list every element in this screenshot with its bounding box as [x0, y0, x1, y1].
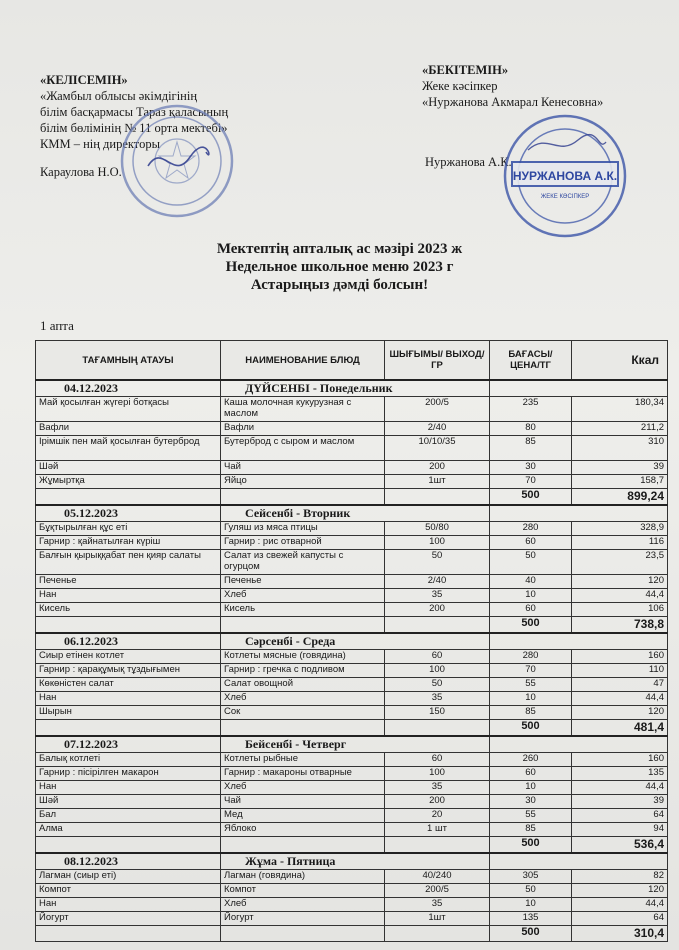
dish-price: 85	[490, 823, 572, 837]
table-row	[36, 422, 668, 436]
day-header-row	[36, 633, 668, 650]
dish-price: 70	[490, 664, 572, 678]
dish-yield: 200	[385, 461, 490, 475]
table-row	[36, 870, 668, 884]
dish-name-ru: Хлеб	[221, 589, 385, 603]
total-blank	[36, 926, 221, 942]
dish-name-ru: Чай	[221, 461, 385, 475]
dish-yield: 200/5	[385, 884, 490, 898]
dish-kcal: 44,4	[572, 898, 668, 912]
approval-left-line: КММ – нің директоры	[40, 137, 160, 151]
total-blank	[385, 720, 490, 737]
dish-kcal: 120	[572, 884, 668, 898]
table-row	[36, 436, 668, 461]
day-total-price: 500	[490, 489, 572, 506]
dish-yield: 20	[385, 809, 490, 823]
day-name: Сәрсенбі - Среда	[221, 633, 490, 650]
day-header-blank	[490, 633, 668, 650]
dish-kcal: 64	[572, 912, 668, 926]
dish-name-ru: Яблоко	[221, 823, 385, 837]
table-row	[36, 589, 668, 603]
dish-yield: 50	[385, 550, 490, 575]
dish-price: 280	[490, 650, 572, 664]
table-row	[36, 397, 668, 422]
dish-name-kk: Печенье	[36, 575, 221, 589]
dish-yield: 200/5	[385, 397, 490, 422]
dish-name-kk: Гарнир : қарақұмық тұздығымен	[36, 664, 221, 678]
dish-kcal: 135	[572, 767, 668, 781]
day-total-price: 500	[490, 720, 572, 737]
dish-name-ru: Салат из свежей капусты с огурцом	[221, 550, 385, 575]
total-blank	[385, 489, 490, 506]
dish-name-ru: Котлеты рыбные	[221, 753, 385, 767]
stamp-subtitle: ЖЕКЕ КӘСІПКЕР	[540, 194, 590, 200]
dish-name-kk: Шәй	[36, 461, 221, 475]
dish-name-ru: Гарнир : рис отварной	[221, 536, 385, 550]
table-header-row	[36, 341, 668, 381]
day-date: 04.12.2023	[36, 380, 221, 397]
dish-price: 70	[490, 475, 572, 489]
dish-yield: 60	[385, 753, 490, 767]
dish-name-kk: Гарнир : қайнатылған күріш	[36, 536, 221, 550]
dish-price: 55	[490, 678, 572, 692]
approval-right-block	[422, 62, 603, 110]
dish-yield: 2/40	[385, 422, 490, 436]
dish-name-ru: Хлеб	[221, 692, 385, 706]
total-blank	[36, 617, 221, 634]
dish-kcal: 158,7	[572, 475, 668, 489]
dish-name-kk: Балғын қырыққабат пен қияр салаты	[36, 550, 221, 575]
day-date: 08.12.2023	[36, 853, 221, 870]
dish-price: 10	[490, 898, 572, 912]
day-date: 05.12.2023	[36, 505, 221, 522]
dish-yield: 10/10/35	[385, 436, 490, 461]
day-header-blank	[490, 736, 668, 753]
dish-price: 85	[490, 436, 572, 461]
total-blank	[385, 617, 490, 634]
dish-price: 30	[490, 795, 572, 809]
dish-price: 305	[490, 870, 572, 884]
table-row	[36, 706, 668, 720]
dish-price: 60	[490, 603, 572, 617]
dish-price: 85	[490, 706, 572, 720]
day-total-kcal: 899,24	[572, 489, 668, 506]
day-total-price: 500	[490, 926, 572, 942]
dish-price: 10	[490, 692, 572, 706]
total-blank	[221, 720, 385, 737]
dish-name-kk: Вафли	[36, 422, 221, 436]
day-header-row	[36, 505, 668, 522]
dish-name-ru: Печенье	[221, 575, 385, 589]
dish-name-kk: Май қосылған жүгері ботқасы	[36, 397, 221, 422]
total-blank	[385, 837, 490, 854]
table-row	[36, 781, 668, 795]
dish-kcal: 23,5	[572, 550, 668, 575]
title-kk: Мектептің апталық ас мәзірі 2023 ж	[216, 241, 463, 257]
day-header-blank	[490, 380, 668, 397]
dish-kcal: 116	[572, 536, 668, 550]
dish-kcal: 39	[572, 461, 668, 475]
approval-right-title: «БЕКІТЕМІН»	[422, 63, 509, 77]
dish-yield: 100	[385, 664, 490, 678]
day-name: Жұма - Пятница	[221, 853, 490, 870]
dish-name-ru: Салат овощной	[221, 678, 385, 692]
dish-name-ru: Гарнир : гречка с подливом	[221, 664, 385, 678]
dish-name-kk: Нан	[36, 692, 221, 706]
day-header-blank	[490, 853, 668, 870]
dish-price: 135	[490, 912, 572, 926]
day-total-row	[36, 926, 668, 942]
dish-name-kk: Жұмыртқа	[36, 475, 221, 489]
dish-yield: 35	[385, 589, 490, 603]
dish-kcal: 94	[572, 823, 668, 837]
dish-name-ru: Хлеб	[221, 898, 385, 912]
dish-kcal: 310	[572, 436, 668, 461]
col-header-price: БАҒАСЫ/ ЦЕНА/ТГ	[490, 341, 572, 381]
dish-yield: 200	[385, 603, 490, 617]
dish-kcal: 47	[572, 678, 668, 692]
table-row	[36, 884, 668, 898]
total-blank	[36, 720, 221, 737]
dish-name-ru: Котлеты мясные (говядина)	[221, 650, 385, 664]
dish-name-ru: Лагман (говядина)	[221, 870, 385, 884]
total-blank	[221, 926, 385, 942]
table-row	[36, 767, 668, 781]
col-header-yield: ШЫҒЫМЫ/ ВЫХОД/ГР	[385, 341, 490, 381]
school-stamp-icon	[118, 102, 236, 220]
dish-yield: 50	[385, 678, 490, 692]
dish-price: 235	[490, 397, 572, 422]
dish-name-kk: Нан	[36, 589, 221, 603]
dish-yield: 200	[385, 795, 490, 809]
table-row	[36, 664, 668, 678]
dish-yield: 35	[385, 898, 490, 912]
day-total-row	[36, 720, 668, 737]
table-row	[36, 550, 668, 575]
dish-kcal: 211,2	[572, 422, 668, 436]
dish-price: 30	[490, 461, 572, 475]
menu-table	[35, 340, 668, 942]
day-total-price: 500	[490, 837, 572, 854]
approval-right-signatory: Нуржанова А.К.	[425, 155, 512, 169]
day-header-row	[36, 380, 668, 397]
menu-table-body	[36, 380, 668, 942]
approval-left-line: білім бөлімінің № 11 орта мектебі»	[40, 121, 228, 135]
table-row	[36, 898, 668, 912]
dish-yield: 35	[385, 692, 490, 706]
day-total-row	[36, 617, 668, 634]
approval-right-line: «Нуржанова Акмарал Кенесовна»	[422, 95, 604, 109]
dish-name-kk: Көкөністен салат	[36, 678, 221, 692]
table-row	[36, 678, 668, 692]
day-name: ДҮЙСЕНБІ - Понедельник	[221, 380, 490, 397]
day-total-kcal: 536,4	[572, 837, 668, 854]
day-total-row	[36, 489, 668, 506]
dish-name-kk: Ірімшік пен май қосылған бутерброд	[36, 436, 221, 461]
table-row	[36, 461, 668, 475]
dish-yield: 40/240	[385, 870, 490, 884]
dish-price: 80	[490, 422, 572, 436]
dish-name-kk: Лагман (сиыр еті)	[36, 870, 221, 884]
dish-yield: 1 шт	[385, 823, 490, 837]
day-total-row	[36, 837, 668, 854]
day-header-blank	[490, 505, 668, 522]
dish-yield: 50/80	[385, 522, 490, 536]
day-date: 06.12.2023	[36, 633, 221, 650]
dish-name-ru: Чай	[221, 795, 385, 809]
table-row	[36, 536, 668, 550]
table-row	[36, 475, 668, 489]
table-row	[36, 823, 668, 837]
table-row	[36, 912, 668, 926]
dish-name-ru: Бутерброд с сыром и маслом	[221, 436, 385, 461]
dish-kcal: 44,4	[572, 781, 668, 795]
day-total-price: 500	[490, 617, 572, 634]
approval-left-line: білім басқармасы Тараз қаласының	[40, 105, 229, 119]
dish-name-ru: Вафли	[221, 422, 385, 436]
total-blank	[221, 489, 385, 506]
total-blank	[221, 837, 385, 854]
table-row	[36, 522, 668, 536]
dish-name-ru: Сок	[221, 706, 385, 720]
day-name: Сейсенбі - Вторник	[221, 505, 490, 522]
table-row	[36, 692, 668, 706]
menu-title	[0, 240, 679, 294]
table-row	[36, 753, 668, 767]
dish-yield: 1шт	[385, 475, 490, 489]
dish-price: 55	[490, 809, 572, 823]
dish-name-ru: Гуляш из мяса птицы	[221, 522, 385, 536]
table-row	[36, 603, 668, 617]
dish-name-ru: Хлеб	[221, 781, 385, 795]
day-header-row	[36, 736, 668, 753]
dish-yield: 60	[385, 650, 490, 664]
dish-price: 50	[490, 884, 572, 898]
dish-kcal: 160	[572, 650, 668, 664]
dish-name-kk: Йогурт	[36, 912, 221, 926]
day-total-kcal: 310,4	[572, 926, 668, 942]
dish-kcal: 106	[572, 603, 668, 617]
table-row	[36, 575, 668, 589]
total-blank	[385, 926, 490, 942]
approval-left-signatory: Караулова Н.О.	[40, 165, 122, 179]
dish-yield: 1шт	[385, 912, 490, 926]
dish-kcal: 44,4	[572, 589, 668, 603]
col-header-kcal: Ккал	[572, 341, 668, 381]
dish-yield: 100	[385, 767, 490, 781]
dish-name-kk: Бұқтырылған құс еті	[36, 522, 221, 536]
dish-name-kk: Нан	[36, 898, 221, 912]
dish-kcal: 120	[572, 706, 668, 720]
entrepreneur-stamp-icon	[498, 112, 632, 240]
dish-kcal: 160	[572, 753, 668, 767]
dish-name-kk: Шырын	[36, 706, 221, 720]
dish-name-ru: Гарнир : макароны отварные	[221, 767, 385, 781]
dish-name-ru: Йогурт	[221, 912, 385, 926]
dish-price: 10	[490, 589, 572, 603]
dish-price: 50	[490, 550, 572, 575]
title-wish: Астарыңыз дәмді болсын!	[250, 277, 429, 293]
dish-name-ru: Мед	[221, 809, 385, 823]
table-row	[36, 809, 668, 823]
dish-price: 280	[490, 522, 572, 536]
day-header-row	[36, 853, 668, 870]
title-ru: Недельное школьное меню 2023 г	[225, 259, 454, 275]
col-header-kk: ТАҒАМНЫҢ АТАУЫ	[36, 341, 221, 381]
dish-yield: 2/40	[385, 575, 490, 589]
dish-name-ru: Каша молочная кукурузная с маслом	[221, 397, 385, 422]
stamp-name: НУРЖАНОВА А.К.	[512, 169, 618, 183]
day-total-kcal: 738,8	[572, 617, 668, 634]
dish-yield: 150	[385, 706, 490, 720]
week-label: 1 апта	[40, 318, 74, 333]
dish-name-kk: Кисель	[36, 603, 221, 617]
dish-name-ru: Яйцо	[221, 475, 385, 489]
dish-yield: 35	[385, 781, 490, 795]
dish-name-kk: Гарнир : пісірілген макарон	[36, 767, 221, 781]
dish-price: 260	[490, 753, 572, 767]
dish-kcal: 328,9	[572, 522, 668, 536]
dish-price: 60	[490, 536, 572, 550]
dish-kcal: 44,4	[572, 692, 668, 706]
dish-name-kk: Нан	[36, 781, 221, 795]
dish-kcal: 120	[572, 575, 668, 589]
dish-price: 60	[490, 767, 572, 781]
dish-kcal: 82	[572, 870, 668, 884]
dish-name-ru: Кисель	[221, 603, 385, 617]
dish-price: 10	[490, 781, 572, 795]
approval-left-title: «КЕЛІСЕМІН»	[40, 73, 128, 87]
dish-yield: 100	[385, 536, 490, 550]
approval-left-line: «Жамбыл облысы әкімдігінің	[40, 89, 198, 103]
dish-kcal: 39	[572, 795, 668, 809]
dish-name-kk: Сиыр етінен котлет	[36, 650, 221, 664]
day-date: 07.12.2023	[36, 736, 221, 753]
day-name: Бейсенбі - Четверг	[221, 736, 490, 753]
day-total-kcal: 481,4	[572, 720, 668, 737]
dish-name-kk: Компот	[36, 884, 221, 898]
table-row	[36, 795, 668, 809]
total-blank	[36, 837, 221, 854]
total-blank	[36, 489, 221, 506]
dish-name-kk: Алма	[36, 823, 221, 837]
dish-name-kk: Балық котлеті	[36, 753, 221, 767]
dish-kcal: 110	[572, 664, 668, 678]
dish-name-kk: Бал	[36, 809, 221, 823]
table-row	[36, 650, 668, 664]
approval-right-line: Жеке кәсіпкер	[422, 79, 498, 93]
dish-kcal: 180,34	[572, 397, 668, 422]
total-blank	[221, 617, 385, 634]
dish-name-ru: Компот	[221, 884, 385, 898]
dish-kcal: 64	[572, 809, 668, 823]
dish-price: 40	[490, 575, 572, 589]
col-header-ru: НАИМЕНОВАНИЕ БЛЮД	[221, 341, 385, 381]
dish-name-kk: Шәй	[36, 795, 221, 809]
